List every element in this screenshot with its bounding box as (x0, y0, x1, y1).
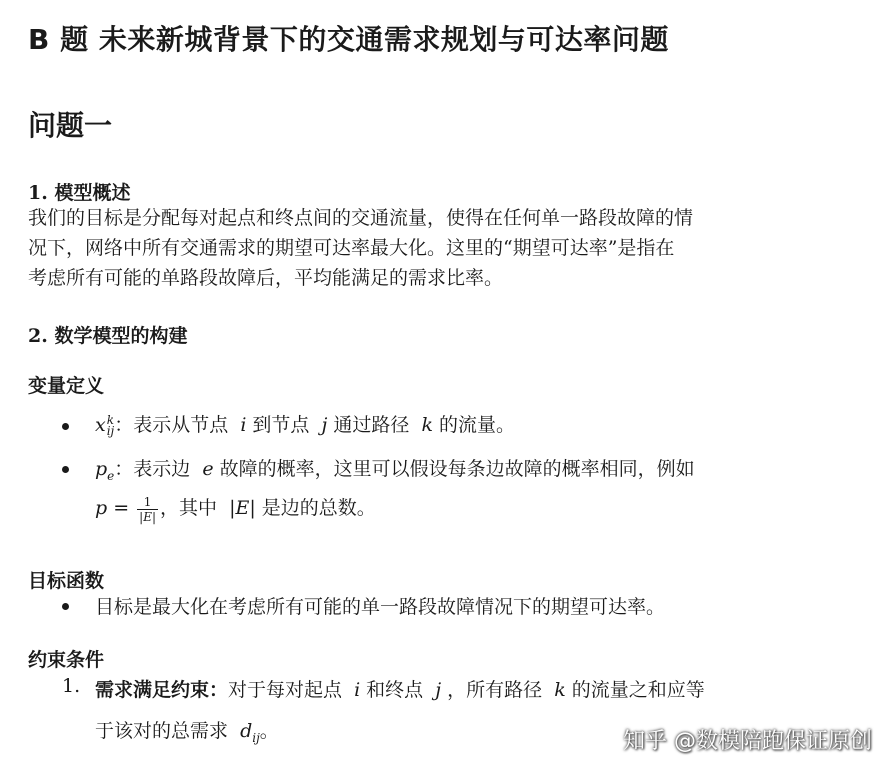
constraint-text-1: 对于每对起点 (228, 679, 343, 701)
var2-text-1: ：表示边 (114, 458, 191, 480)
constraint-end: 。 (259, 720, 279, 742)
section-2-heading: 2. 数学模型的构建 (28, 325, 188, 347)
constraint-1-line-2 (95, 716, 279, 745)
var2-text-3: ，其中 (160, 497, 218, 519)
var1-text-4: 的流量。 (438, 414, 515, 436)
var2-text-2: 故障的概率，这里可以假设每条边故障的概率相同，例如 (219, 458, 695, 480)
section-1-line-1: 我们的目标是分配每对起点和终点间的交通流量，使得在任何单一路段故障的情 (28, 207, 694, 229)
math-j: j (435, 679, 442, 701)
math-p-equals: p = (95, 497, 130, 519)
var1-text-1: ：表示从节点 (114, 414, 229, 436)
math-k: k (554, 679, 566, 701)
math-e-sub: e (107, 468, 115, 483)
var1-text-2: 到节点 (252, 414, 310, 436)
math-e: e (202, 458, 214, 480)
math-j: j (321, 414, 328, 436)
objective-item: 目标是最大化在考虑所有可能的单一路段故障情况下的期望可达率。 (95, 596, 666, 618)
fraction (137, 495, 158, 524)
constraints-heading: 约束条件 (28, 649, 105, 671)
math-x: x (95, 414, 106, 436)
fraction-numerator: 1 (137, 495, 158, 510)
math-absE: |E| (229, 497, 256, 519)
zhihu-watermark: 知乎 @数模陪跑保证原创 (623, 729, 872, 754)
math-i: i (354, 679, 361, 701)
fraction-denominator: |E| (139, 509, 157, 524)
var1-text-3: 通过路径 (333, 414, 410, 436)
math-ij-sub: ij (106, 424, 115, 438)
section-title: 问题一 (28, 109, 113, 142)
bullet-dot (62, 423, 69, 430)
math-k-sup: k (106, 413, 114, 427)
bullet-dot (62, 466, 69, 473)
constraint-text-2: 和终点 (366, 679, 424, 701)
math-p: p (95, 458, 108, 480)
objective-heading: 目标函数 (28, 570, 105, 592)
document-title: B 题 未来新城背景下的交通需求规划与可达率问题 (28, 23, 669, 56)
variable-x-item (95, 410, 515, 437)
var2-text-4: 是边的总数。 (261, 497, 376, 519)
constraint-1-label: 需求满足约束： (95, 679, 229, 701)
constraint-number: 1. (62, 675, 81, 697)
section-1-line-2: 况下，网络中所有交通需求的期望可达率最大化。这里的“期望可达率”是指在 (28, 237, 675, 259)
constraint-text-4: 的流量之和应等 (571, 679, 705, 701)
section-1-line-3: 考虑所有可能的单路段故障后，平均能满足的需求比率。 (28, 267, 504, 289)
constraint-line-2-text: 于该对的总需求 (95, 720, 229, 742)
math-k: k (421, 414, 433, 436)
constraint-text-3: ，所有路径 (447, 679, 543, 701)
variable-p-item (95, 454, 695, 483)
math-i: i (240, 414, 247, 436)
section-1-heading: 1. 模型概述 (28, 182, 131, 204)
constraint-1-line-1 (95, 675, 705, 702)
variables-heading: 变量定义 (28, 375, 105, 397)
math-d: d (240, 720, 253, 742)
variable-p-item-line-2 (95, 493, 376, 524)
bullet-dot (62, 603, 69, 610)
math-ij-sub: ij (252, 730, 260, 745)
